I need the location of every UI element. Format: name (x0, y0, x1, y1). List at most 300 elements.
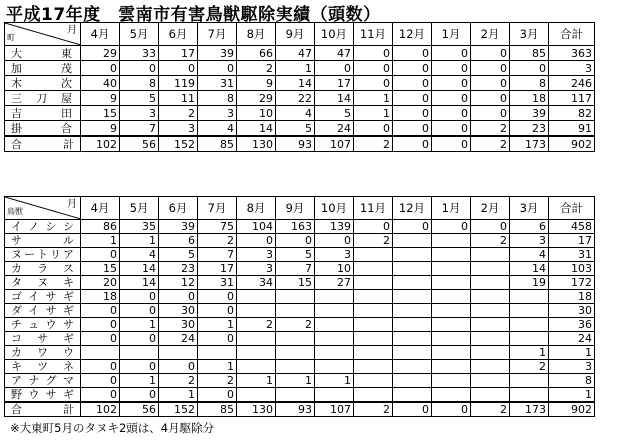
header-row (5, 23, 595, 46)
value-cell: 9 (81, 91, 120, 106)
month-header: 8月 (237, 197, 276, 220)
value-cell: 0 (471, 46, 510, 61)
value-cell: 40 (81, 76, 120, 91)
table-row (5, 374, 595, 388)
value-cell: 2 (237, 61, 276, 76)
value-cell: 11 (159, 91, 198, 106)
value-cell: 7 (276, 262, 315, 276)
value-cell (237, 360, 276, 374)
value-cell (510, 374, 549, 388)
value-cell: 246 (549, 76, 595, 91)
value-cell: 15 (81, 106, 120, 121)
table-row (5, 318, 595, 332)
value-cell: 0 (354, 220, 393, 234)
table-row (5, 276, 595, 290)
value-cell: 2 (198, 234, 237, 248)
value-cell: 19 (510, 276, 549, 290)
value-cell: 0 (393, 61, 432, 76)
value-cell: 5 (159, 248, 198, 262)
value-cell: 0 (393, 76, 432, 91)
value-cell: 3 (237, 248, 276, 262)
value-cell (315, 332, 354, 346)
row-label: チュウサ (5, 318, 81, 332)
value-cell (432, 234, 471, 248)
value-cell: 2 (354, 402, 393, 417)
corner-row-label: 鳥獣 (7, 207, 23, 216)
value-cell: 31 (198, 276, 237, 290)
value-cell (159, 346, 198, 360)
value-cell: 172 (549, 276, 595, 290)
value-cell (393, 276, 432, 290)
value-cell: 1 (510, 346, 549, 360)
month-header: 9月 (276, 23, 315, 46)
value-cell: 0 (198, 290, 237, 304)
value-cell: 7 (120, 121, 159, 137)
value-cell: 1 (237, 374, 276, 388)
value-cell: 0 (198, 388, 237, 403)
value-cell (393, 360, 432, 374)
value-cell (276, 290, 315, 304)
value-cell: 24 (159, 332, 198, 346)
value-cell: 3 (549, 61, 595, 76)
value-cell: 363 (549, 46, 595, 61)
value-cell: 0 (432, 61, 471, 76)
value-cell: 2 (471, 402, 510, 417)
corner-month-label: 月 (67, 25, 77, 36)
value-cell: 17 (315, 76, 354, 91)
value-cell: 9 (81, 121, 120, 137)
value-cell: 458 (549, 220, 595, 234)
value-cell: 0 (354, 46, 393, 61)
table-row (5, 388, 595, 403)
value-cell: 8 (120, 76, 159, 91)
table-row (5, 332, 595, 346)
total-row (5, 136, 595, 152)
value-cell (432, 248, 471, 262)
value-cell: 0 (432, 76, 471, 91)
value-cell: 47 (276, 46, 315, 61)
value-cell: 0 (471, 106, 510, 121)
value-cell: 0 (393, 91, 432, 106)
value-cell: 35 (120, 220, 159, 234)
value-cell: 1 (120, 318, 159, 332)
value-cell: 0 (354, 76, 393, 91)
value-cell: 1 (276, 61, 315, 76)
value-cell (510, 388, 549, 403)
value-cell: 30 (549, 304, 595, 318)
value-cell: 2 (354, 136, 393, 152)
value-cell (354, 318, 393, 332)
month-header: 1月 (432, 23, 471, 46)
value-cell: 8 (549, 374, 595, 388)
value-cell: 0 (81, 374, 120, 388)
value-cell: 8 (510, 76, 549, 91)
row-label: イノシシ (5, 220, 81, 234)
value-cell: 9 (237, 76, 276, 91)
value-cell: 2 (471, 234, 510, 248)
value-cell (432, 360, 471, 374)
value-cell: 14 (237, 121, 276, 137)
month-header: 2月 (471, 197, 510, 220)
value-cell: 12 (159, 276, 198, 290)
value-cell: 0 (432, 121, 471, 137)
value-cell: 0 (393, 402, 432, 417)
value-cell: 902 (549, 402, 595, 417)
value-cell: 0 (198, 332, 237, 346)
table-row (5, 61, 595, 76)
value-cell: 7 (198, 248, 237, 262)
value-cell: 0 (81, 304, 120, 318)
value-cell: 0 (432, 106, 471, 121)
value-cell: 23 (159, 262, 198, 276)
value-cell: 14 (120, 262, 159, 276)
value-cell (432, 304, 471, 318)
month-header: 合計 (549, 197, 595, 220)
value-cell: 2 (159, 374, 198, 388)
value-cell: 17 (198, 262, 237, 276)
value-cell (354, 290, 393, 304)
value-cell (432, 262, 471, 276)
value-cell (471, 332, 510, 346)
value-cell (471, 318, 510, 332)
value-cell: 29 (237, 91, 276, 106)
value-cell: 10 (315, 262, 354, 276)
value-cell: 22 (276, 91, 315, 106)
value-cell (471, 346, 510, 360)
value-cell: 30 (159, 304, 198, 318)
value-cell (315, 304, 354, 318)
value-cell: 24 (315, 121, 354, 137)
value-cell: 39 (198, 46, 237, 61)
value-cell: 107 (315, 402, 354, 417)
value-cell: 0 (198, 61, 237, 76)
value-cell (354, 360, 393, 374)
value-cell (510, 290, 549, 304)
month-header: 6月 (159, 23, 198, 46)
value-cell: 85 (198, 402, 237, 417)
value-cell: 0 (81, 388, 120, 403)
row-label: ゴイサギ (5, 290, 81, 304)
value-cell (315, 388, 354, 403)
row-label: ダイサギ (5, 304, 81, 318)
value-cell: 10 (237, 106, 276, 121)
value-cell: 2 (354, 234, 393, 248)
value-cell: 0 (81, 248, 120, 262)
row-label: カラス (5, 262, 81, 276)
value-cell (432, 318, 471, 332)
month-header: 1月 (432, 197, 471, 220)
value-cell: 14 (315, 91, 354, 106)
row-label: 吉田 (5, 106, 81, 121)
value-cell: 130 (237, 402, 276, 417)
table-row (5, 346, 595, 360)
value-cell: 3 (159, 121, 198, 137)
value-cell: 0 (159, 61, 198, 76)
value-cell: 173 (510, 136, 549, 152)
value-cell: 0 (120, 290, 159, 304)
value-cell: 47 (315, 46, 354, 61)
corner-row-label: 町 (7, 33, 15, 42)
value-cell (432, 276, 471, 290)
value-cell: 0 (120, 360, 159, 374)
value-cell: 14 (510, 262, 549, 276)
value-cell: 18 (81, 290, 120, 304)
value-cell: 1 (81, 234, 120, 248)
value-cell: 0 (120, 61, 159, 76)
month-header: 10月 (315, 197, 354, 220)
value-cell: 1 (549, 346, 595, 360)
value-cell: 18 (549, 290, 595, 304)
value-cell (393, 318, 432, 332)
value-cell: 27 (315, 276, 354, 290)
value-cell (315, 290, 354, 304)
value-cell: 0 (120, 388, 159, 403)
value-cell: 31 (198, 76, 237, 91)
value-cell (432, 374, 471, 388)
value-cell (471, 262, 510, 276)
month-header: 合計 (549, 23, 595, 46)
month-header: 12月 (393, 23, 432, 46)
value-cell: 86 (81, 220, 120, 234)
value-cell (237, 346, 276, 360)
value-cell: 0 (237, 234, 276, 248)
value-cell: 1 (120, 234, 159, 248)
value-cell (471, 276, 510, 290)
value-cell (432, 346, 471, 360)
value-cell: 2 (159, 106, 198, 121)
table-row (5, 91, 595, 106)
value-cell: 173 (510, 402, 549, 417)
value-cell: 3 (198, 106, 237, 121)
value-cell: 15 (276, 276, 315, 290)
town-table (4, 22, 595, 152)
value-cell: 0 (510, 61, 549, 76)
value-cell: 0 (393, 106, 432, 121)
month-header: 8月 (237, 23, 276, 46)
value-cell (276, 346, 315, 360)
table-row (5, 304, 595, 318)
value-cell: 93 (276, 402, 315, 417)
row-label: アナグマ (5, 374, 81, 388)
value-cell: 2 (237, 318, 276, 332)
value-cell: 4 (276, 106, 315, 121)
value-cell: 130 (237, 136, 276, 152)
value-cell (276, 360, 315, 374)
value-cell (393, 332, 432, 346)
value-cell: 3 (510, 234, 549, 248)
value-cell: 14 (120, 276, 159, 290)
value-cell: 0 (471, 220, 510, 234)
value-cell (393, 262, 432, 276)
species-table (4, 196, 595, 417)
month-header: 3月 (510, 197, 549, 220)
value-cell: 0 (81, 61, 120, 76)
table-row (5, 290, 595, 304)
value-cell: 0 (81, 318, 120, 332)
value-cell: 0 (393, 46, 432, 61)
row-label: ヌートリア (5, 248, 81, 262)
value-cell (315, 346, 354, 360)
value-cell: 0 (432, 402, 471, 417)
row-label: 三刀屋 (5, 91, 81, 106)
value-cell (237, 332, 276, 346)
value-cell: 66 (237, 46, 276, 61)
value-cell: 0 (159, 290, 198, 304)
month-header: 11月 (354, 197, 393, 220)
value-cell: 5 (315, 106, 354, 121)
value-cell: 0 (393, 136, 432, 152)
value-cell: 0 (471, 91, 510, 106)
value-cell: 902 (549, 136, 595, 152)
value-cell: 5 (276, 248, 315, 262)
value-cell (237, 388, 276, 403)
value-cell (354, 388, 393, 403)
corner-cell (5, 23, 81, 46)
value-cell: 2 (276, 318, 315, 332)
value-cell (276, 304, 315, 318)
value-cell: 0 (276, 234, 315, 248)
month-header: 6月 (159, 197, 198, 220)
table-row (5, 76, 595, 91)
value-cell: 107 (315, 136, 354, 152)
page-title: 平成17年度 雲南市有害鳥獣駆除実績（頭数） (6, 5, 381, 25)
value-cell (120, 346, 159, 360)
total-row (5, 402, 595, 417)
value-cell (81, 346, 120, 360)
value-cell: 1 (198, 360, 237, 374)
value-cell: 3 (120, 106, 159, 121)
value-cell: 20 (81, 276, 120, 290)
month-header: 9月 (276, 197, 315, 220)
value-cell (354, 304, 393, 318)
value-cell: 1 (198, 318, 237, 332)
value-cell (237, 304, 276, 318)
value-cell: 0 (471, 61, 510, 76)
value-cell: 1 (159, 388, 198, 403)
value-cell: 39 (159, 220, 198, 234)
value-cell: 75 (198, 220, 237, 234)
header-row (5, 197, 595, 220)
value-cell: 0 (81, 332, 120, 346)
value-cell: 102 (81, 136, 120, 152)
value-cell (510, 332, 549, 346)
value-cell: 17 (549, 234, 595, 248)
value-cell (471, 388, 510, 403)
value-cell: 18 (510, 91, 549, 106)
month-header: 3月 (510, 23, 549, 46)
value-cell (432, 388, 471, 403)
value-cell: 2 (510, 360, 549, 374)
value-cell: 56 (120, 136, 159, 152)
value-cell: 8 (198, 91, 237, 106)
row-label: 合計 (5, 136, 81, 152)
value-cell: 0 (354, 61, 393, 76)
value-cell: 0 (120, 304, 159, 318)
row-label: 加茂 (5, 61, 81, 76)
month-header: 7月 (198, 197, 237, 220)
value-cell (276, 332, 315, 346)
corner-cell (5, 197, 81, 220)
table-row (5, 46, 595, 61)
value-cell: 0 (315, 234, 354, 248)
table-row (5, 121, 595, 137)
value-cell: 15 (81, 262, 120, 276)
row-label: 野ウサギ (5, 388, 81, 403)
value-cell: 119 (159, 76, 198, 91)
value-cell: 85 (198, 136, 237, 152)
month-header: 11月 (354, 23, 393, 46)
value-cell: 91 (549, 121, 595, 137)
value-cell: 2 (471, 121, 510, 137)
value-cell (393, 248, 432, 262)
value-cell: 163 (276, 220, 315, 234)
value-cell: 30 (159, 318, 198, 332)
value-cell (432, 290, 471, 304)
value-cell: 17 (159, 46, 198, 61)
row-label: 掛合 (5, 121, 81, 137)
value-cell: 102 (81, 402, 120, 417)
value-cell (354, 374, 393, 388)
row-label: 大東 (5, 46, 81, 61)
value-cell: 0 (432, 220, 471, 234)
value-cell (354, 276, 393, 290)
row-label: カワウ (5, 346, 81, 360)
value-cell: 56 (120, 402, 159, 417)
month-header: 12月 (393, 197, 432, 220)
value-cell: 152 (159, 402, 198, 417)
value-cell: 31 (549, 248, 595, 262)
value-cell: 36 (549, 318, 595, 332)
value-cell (354, 346, 393, 360)
value-cell (471, 360, 510, 374)
month-header: 2月 (471, 23, 510, 46)
row-label: タヌキ (5, 276, 81, 290)
value-cell: 117 (549, 91, 595, 106)
value-cell (354, 262, 393, 276)
value-cell: 82 (549, 106, 595, 121)
value-cell (510, 304, 549, 318)
value-cell: 24 (549, 332, 595, 346)
value-cell: 1 (549, 388, 595, 403)
corner-month-label: 月 (67, 199, 77, 210)
value-cell: 1 (354, 91, 393, 106)
value-cell: 2 (198, 374, 237, 388)
value-cell: 0 (198, 304, 237, 318)
value-cell (471, 248, 510, 262)
value-cell: 5 (276, 121, 315, 137)
value-cell: 14 (276, 76, 315, 91)
table-row (5, 360, 595, 374)
table-row (5, 234, 595, 248)
value-cell (471, 304, 510, 318)
row-label: 木次 (5, 76, 81, 91)
value-cell: 0 (315, 61, 354, 76)
value-cell (393, 346, 432, 360)
value-cell (393, 234, 432, 248)
value-cell: 93 (276, 136, 315, 152)
value-cell (237, 290, 276, 304)
value-cell: 0 (159, 360, 198, 374)
value-cell: 2 (471, 136, 510, 152)
month-header: 4月 (81, 197, 120, 220)
value-cell: 152 (159, 136, 198, 152)
value-cell: 103 (549, 262, 595, 276)
value-cell: 6 (159, 234, 198, 248)
month-header: 5月 (120, 23, 159, 46)
value-cell (198, 346, 237, 360)
value-cell: 0 (393, 121, 432, 137)
value-cell: 3 (315, 248, 354, 262)
